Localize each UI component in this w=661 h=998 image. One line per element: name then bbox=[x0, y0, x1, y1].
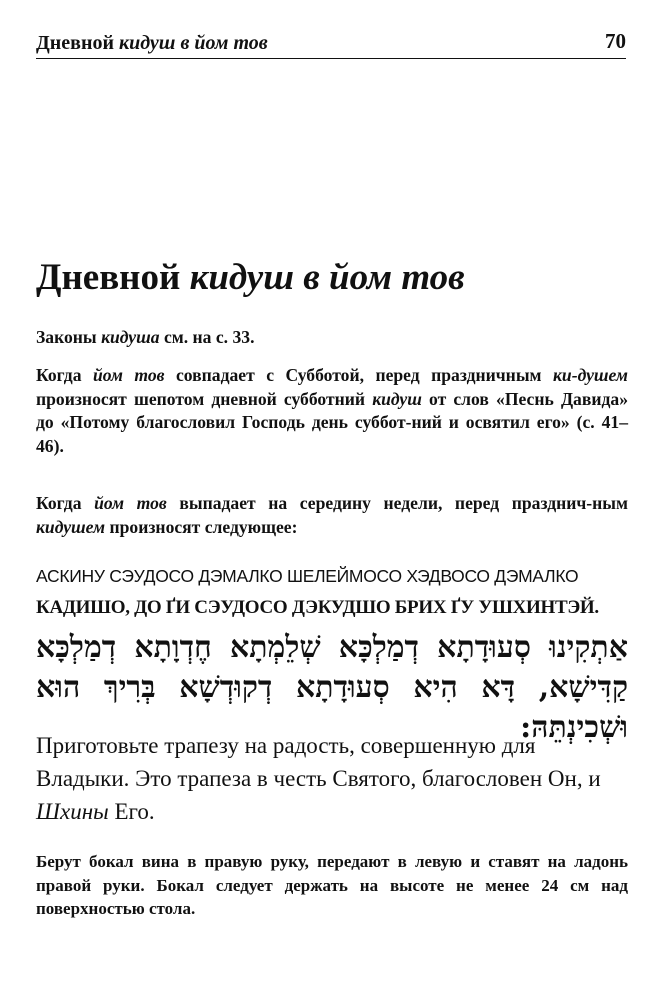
running-header bbox=[36, 24, 626, 59]
transliteration-line-1: АСКИНУ СЭУДОСО ДЭМАЛКО ШЕЛЕЙМОСО ХЭДВОСО ДЭМАЛКО bbox=[36, 566, 579, 586]
p2-term-yom-tov: йом тов bbox=[94, 493, 167, 513]
p1-term-kidushem: ки-душем bbox=[553, 365, 628, 385]
p2-text-1: Когда bbox=[36, 493, 82, 513]
instruction-paragraph-3: Берут бокал вина в правую руку, передают в левую и ставят на ладонь правой руки. Бокал следует держать на высоте не менее 24 см над поверхностью стола. bbox=[36, 852, 628, 918]
section-reference bbox=[36, 326, 628, 350]
running-title-italic: кидуш в йом тов bbox=[119, 32, 268, 54]
hebrew-prayer-text: אַתְקִינוּ סְעוּדָתָא דְמַלְכָּא שְׁלֵמְתָא חֶדְוָתָא דְמַלְכָּא קַדִּישָׁא, דָּא הִיא סְעוּדָתָא דְקוּדְשָׁא בְּרִיךְ הוּא וּשְׁכִינְתֵּהּ: bbox=[36, 630, 628, 745]
translation-paragraph bbox=[36, 729, 628, 828]
p1-text-1: Когда bbox=[36, 365, 82, 385]
page-number: 70 bbox=[605, 29, 626, 53]
transliteration bbox=[36, 560, 628, 624]
p1-term-yom-tov: йом тов bbox=[92, 365, 165, 385]
running-title bbox=[36, 32, 268, 55]
instruction-paragraph-1 bbox=[36, 364, 628, 458]
section-ref-text-2: см. на с. 33. bbox=[163, 327, 255, 347]
running-title-regular: Дневной bbox=[36, 32, 115, 54]
p2-text-2: выпадает на середину недели, перед празднич-ным bbox=[179, 493, 629, 513]
section-ref-term: кидуша bbox=[101, 327, 160, 347]
p1-text-4: от слов «Песнь Давида» до «Потому благословил Господь день суббот-ний и освятил его» (с. 41–46). bbox=[36, 388, 628, 456]
heading-regular: Дневной bbox=[36, 257, 181, 298]
heading-italic: кидуш в йом тов bbox=[189, 257, 465, 298]
translation-text-1: Приготовьте трапезу на радость, совершенную для Владыки. Это трапеза в честь Святого, благословен Он, и bbox=[36, 733, 601, 791]
translation-term-shekhina: Шхины bbox=[36, 799, 109, 824]
transliteration-line-2: КАДИШО, ДО ҐИ СЭУДОСО ДЭКУДШО БРИХ ҐУ УШХИНТЭЙ. bbox=[36, 597, 599, 618]
p2-term-kidushem: кидушем bbox=[36, 516, 106, 537]
p1-text-2: совпадает с Субботой, перед праздничным bbox=[175, 365, 542, 385]
section-heading bbox=[36, 258, 465, 299]
section-ref-text-1: Законы bbox=[36, 327, 97, 347]
instruction-paragraph-2 bbox=[36, 492, 628, 539]
translation-text-2: Его. bbox=[114, 799, 155, 824]
p1-term-kidush: кидуш bbox=[372, 388, 422, 409]
p1-text-3: произносят шепотом дневной субботний bbox=[36, 388, 366, 409]
p2-text-3: произносят следующее: bbox=[109, 516, 298, 537]
